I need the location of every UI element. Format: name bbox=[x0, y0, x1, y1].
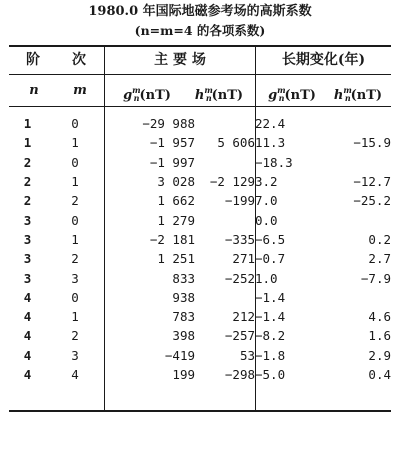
header-order-left: 阶 bbox=[26, 52, 40, 68]
table-row bbox=[9, 307, 391, 326]
cell-sh bbox=[323, 288, 391, 307]
cell-n: 2 bbox=[23, 154, 32, 170]
cell-sh: −25.2 bbox=[353, 193, 391, 209]
cell-h: −2 129 bbox=[209, 174, 255, 190]
table-row bbox=[9, 268, 391, 287]
cell-m: 2 bbox=[71, 193, 79, 209]
header-n: n bbox=[29, 83, 39, 98]
table-title: 1980.0 年国际地磁参考场的高斯系数 bbox=[88, 4, 312, 19]
cell-h bbox=[195, 210, 255, 229]
cell-sg: −6.5 bbox=[255, 231, 286, 247]
cell-h bbox=[195, 114, 255, 133]
table-row bbox=[9, 133, 391, 152]
cell-h bbox=[195, 153, 255, 172]
header-g-main-unit: (nT) bbox=[139, 88, 171, 103]
cell-n: 4 bbox=[23, 328, 32, 344]
cell-g: 1 279 bbox=[157, 212, 195, 228]
cell-sh bbox=[323, 153, 391, 172]
table-row bbox=[9, 346, 391, 365]
cell-m: 4 bbox=[71, 367, 79, 382]
table-row bbox=[9, 210, 391, 229]
cell-sh: −12.7 bbox=[353, 174, 391, 190]
cell-g: 1 662 bbox=[157, 193, 195, 209]
header-main-field: 主 要 场 bbox=[154, 52, 206, 68]
cell-h: −335 bbox=[224, 231, 255, 247]
cell-n: 4 bbox=[23, 367, 32, 382]
cell-g: 1 251 bbox=[157, 251, 195, 267]
header-m: m bbox=[73, 83, 87, 98]
cell-n: 2 bbox=[23, 193, 32, 209]
table-row bbox=[9, 191, 391, 210]
cell-m: 0 bbox=[71, 154, 79, 170]
cell-g: 199 bbox=[172, 367, 195, 382]
cell-h: −298 bbox=[224, 367, 255, 382]
cell-sh: 0.2 bbox=[368, 231, 391, 247]
header-h-main-unit: (nT) bbox=[211, 88, 244, 103]
header-order bbox=[26, 51, 90, 69]
cell-sh: 2.7 bbox=[368, 251, 391, 267]
cell-sg: 0.0 bbox=[255, 212, 278, 228]
cell-h: −199 bbox=[224, 193, 255, 209]
cell-sh: −15.9 bbox=[353, 135, 391, 151]
cell-sg: 11.3 bbox=[255, 135, 286, 151]
cell-sh bbox=[323, 210, 391, 229]
cell-m: 2 bbox=[71, 328, 79, 344]
cell-sh: −7.9 bbox=[360, 270, 391, 286]
cell-n: 3 bbox=[23, 212, 32, 228]
cell-m: 0 bbox=[71, 212, 79, 228]
cell-sg: 1.0 bbox=[255, 270, 278, 286]
cell-g: 3 028 bbox=[157, 174, 195, 190]
cell-sh: 1.6 bbox=[368, 328, 391, 344]
header-g-secular-unit: (nT) bbox=[284, 88, 316, 103]
header-g-secular: $g^m_n(nT)$ bbox=[268, 85, 316, 103]
cell-g: −2 181 bbox=[149, 231, 195, 247]
cell-m: 0 bbox=[71, 116, 79, 132]
cell-sg: −5.0 bbox=[255, 367, 286, 382]
cell-n: 4 bbox=[23, 309, 32, 325]
cell-m: 1 bbox=[71, 231, 79, 247]
cell-m: 1 bbox=[71, 174, 79, 190]
cell-n: 3 bbox=[23, 270, 32, 286]
table-row bbox=[9, 153, 391, 172]
bottom-rule bbox=[9, 410, 391, 412]
table-row bbox=[9, 326, 391, 345]
header-bottom-rule bbox=[9, 106, 391, 107]
coefficient-table bbox=[9, 114, 391, 384]
table-row bbox=[9, 365, 391, 384]
header-h-secular-unit: (nT) bbox=[350, 88, 383, 103]
cell-h: 271 bbox=[232, 251, 255, 267]
cell-m: 3 bbox=[71, 270, 79, 286]
cell-n: 1 bbox=[23, 135, 32, 151]
cell-g: −1 997 bbox=[149, 154, 195, 170]
table-row bbox=[9, 172, 391, 191]
header-h-secular: $h^m_n(nT)$ bbox=[333, 85, 383, 103]
cell-sg: −0.7 bbox=[255, 251, 286, 267]
cell-sh: 2.9 bbox=[368, 347, 391, 363]
cell-n: 4 bbox=[23, 347, 32, 363]
header-h-main: $h^m_n(nT)$ bbox=[194, 85, 244, 103]
cell-h bbox=[195, 288, 255, 307]
cell-sg: −1.4 bbox=[255, 289, 286, 305]
cell-m: 1 bbox=[71, 135, 79, 151]
cell-n: 3 bbox=[23, 251, 32, 267]
cell-sh: 0.4 bbox=[368, 367, 391, 382]
cell-m: 3 bbox=[71, 347, 79, 363]
cell-n: 3 bbox=[23, 231, 32, 247]
cell-n: 1 bbox=[23, 116, 32, 132]
cell-g: −29 988 bbox=[142, 116, 195, 132]
header-secular: 长期变化(年) bbox=[281, 52, 366, 68]
cell-m: 2 bbox=[71, 251, 79, 267]
cell-m: 1 bbox=[71, 309, 79, 325]
cell-m: 0 bbox=[71, 289, 79, 305]
table-row bbox=[9, 114, 391, 133]
cell-sg: 22.4 bbox=[255, 116, 286, 132]
cell-sg: −1.4 bbox=[255, 309, 286, 325]
top-rule bbox=[9, 45, 391, 47]
cell-h: −257 bbox=[224, 328, 255, 344]
cell-g: 398 bbox=[172, 328, 195, 344]
header-g-main: $g^m_n(nT)$ bbox=[123, 85, 171, 103]
cell-sg: −1.8 bbox=[255, 347, 286, 363]
cell-g: 938 bbox=[172, 289, 195, 305]
cell-sh bbox=[323, 114, 391, 133]
cell-sh: 4.6 bbox=[368, 309, 391, 325]
cell-sg: 7.0 bbox=[255, 193, 278, 209]
cell-sg: −8.2 bbox=[255, 328, 286, 344]
cell-n: 4 bbox=[23, 289, 32, 305]
cell-sg: 3.2 bbox=[255, 174, 278, 190]
cell-g: −1 957 bbox=[149, 135, 195, 151]
cell-g: 833 bbox=[172, 270, 195, 286]
cell-h: 5 606 bbox=[217, 135, 255, 151]
cell-sg: −18.3 bbox=[255, 154, 293, 170]
table-row bbox=[9, 288, 391, 307]
cell-g: −419 bbox=[164, 347, 195, 363]
cell-h: −252 bbox=[224, 270, 255, 286]
cell-h: 53 bbox=[239, 347, 255, 363]
table-row bbox=[9, 230, 391, 249]
cell-h: 212 bbox=[232, 309, 255, 325]
cell-g: 783 bbox=[172, 309, 195, 325]
table-subtitle: (n=m=4 的各项系数) bbox=[134, 23, 266, 38]
header-order-right: 次 bbox=[72, 52, 86, 68]
table-row bbox=[9, 249, 391, 268]
header-mid-rule bbox=[9, 74, 391, 75]
cell-n: 2 bbox=[23, 174, 32, 190]
